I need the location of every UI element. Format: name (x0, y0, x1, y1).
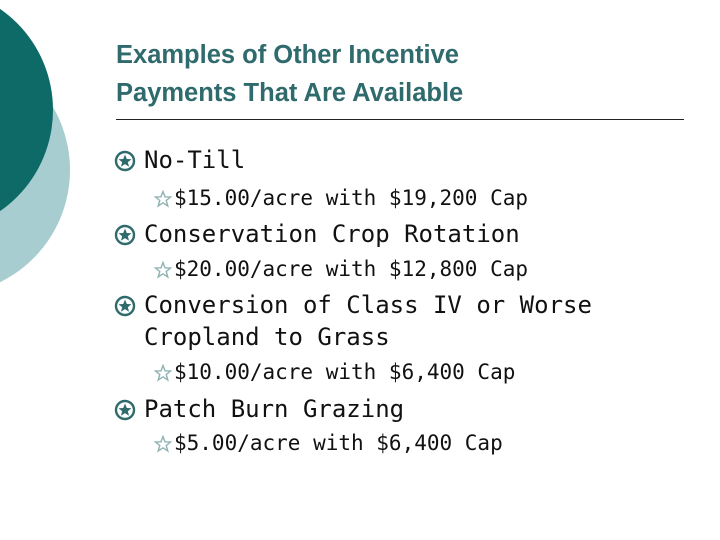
bullet-text: Patch Burn Grazing (144, 395, 405, 423)
title-line-2: Payments That Are Available (116, 79, 464, 107)
circled-star-icon (114, 399, 136, 427)
bullet-text: Conservation Crop Rotation (144, 220, 520, 248)
title-line-1: Examples of Other Incentive (116, 41, 459, 69)
sub-bullet-text: $10.00/acre with $6,400 Cap (174, 360, 516, 384)
sub-bullet-text: $20.00/acre with $12,800 Cap (174, 257, 529, 281)
sub-bullet-text: $15.00/acre with $19,200 Cap (174, 186, 529, 210)
circled-star-icon (114, 295, 136, 323)
circled-star-icon (114, 224, 136, 252)
bullet-text: Cropland to Grass (144, 323, 390, 351)
outline-star-icon (154, 189, 172, 213)
outline-star-icon (154, 260, 172, 284)
sub-bullet-text: $5.00/acre with $6,400 Cap (174, 431, 503, 455)
outline-star-icon (154, 363, 172, 387)
bullet-text: Conversion of Class IV or Worse (144, 291, 592, 319)
outline-star-icon (154, 434, 172, 458)
bullet-text: No-Till (144, 146, 246, 174)
circled-star-icon (114, 150, 136, 178)
